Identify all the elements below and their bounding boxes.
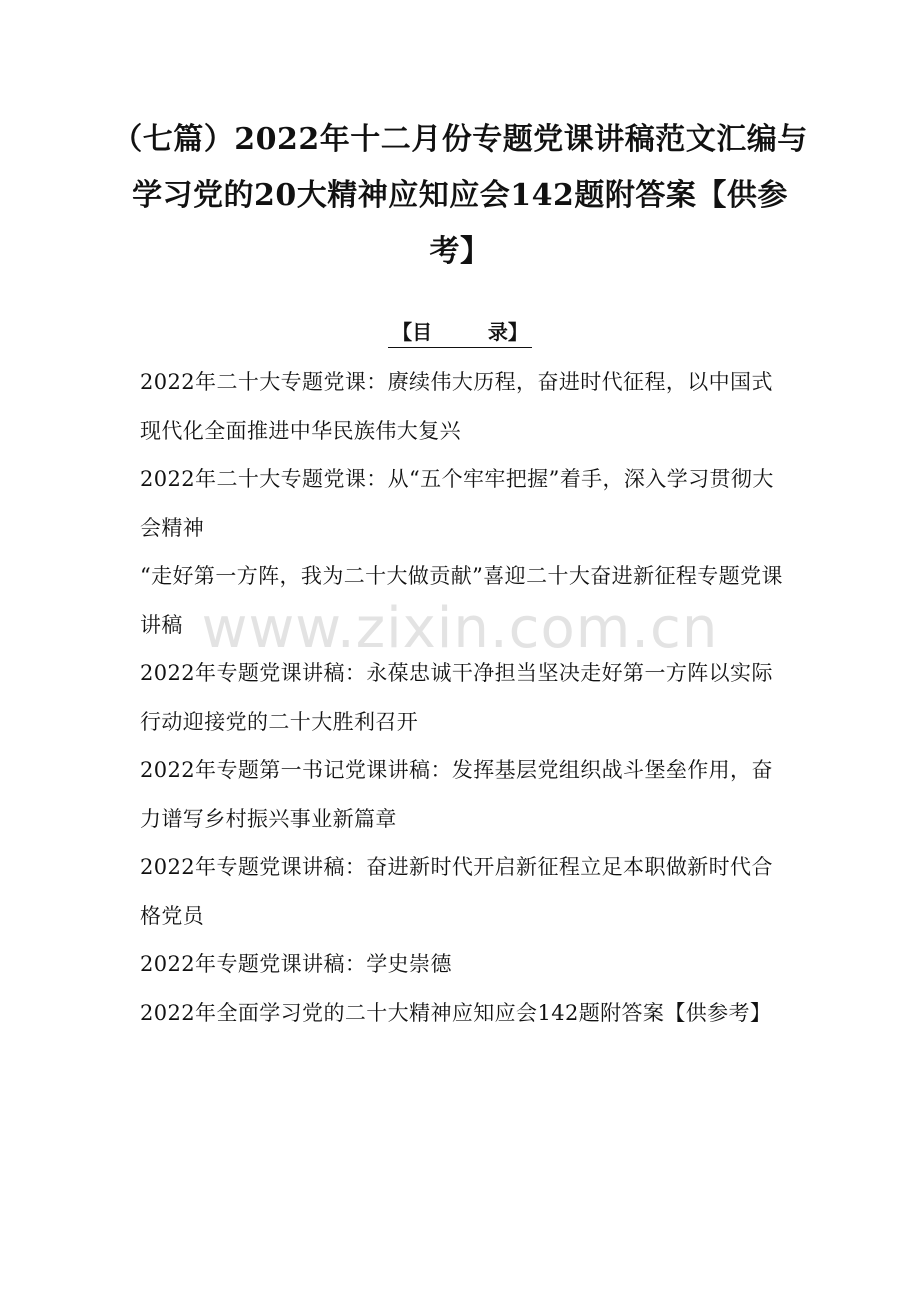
toc-item-7[interactable]: 2022年专题党课讲稿：学史崇德 bbox=[140, 952, 452, 976]
toc-item-8[interactable]: 2022年全面学习党的二十大精神应知应会142题附答案【供参考】 bbox=[140, 1000, 772, 1025]
document-title: （七篇）2022年十二月份专题党课讲稿范文汇编与学习党的20大精神应知应会142题附答案【供参考】 bbox=[112, 122, 808, 269]
toc-item-5[interactable]: 2022年专题第一书记党课讲稿：发挥基层党组织战斗堡垒作用，奋力谱写乡村振兴事业新篇章 bbox=[140, 758, 773, 831]
toc-item-6[interactable]: 2022年专题党课讲稿：奋进新时代开启新征程立足本职做新时代合格党员 bbox=[140, 855, 773, 928]
watermark: www.zixin.com.cn bbox=[201, 596, 719, 661]
toc-heading bbox=[0, 316, 920, 348]
toc-item-3[interactable]: “走好第一方阵，我为二十大做贡献”喜迎二十大奋进新征程专题党课讲稿 bbox=[140, 564, 783, 637]
toc-item-1[interactable]: 2022年二十大专题党课：赓续伟大历程，奋进时代征程，以中国式现代化全面推进中华民族伟大复兴 bbox=[140, 370, 773, 443]
toc-heading-label: 【目 录】 bbox=[388, 316, 532, 348]
toc-item-2[interactable]: 2022年二十大专题党课：从“五个牢牢把握”着手，深入学习贯彻大会精神 bbox=[140, 467, 774, 540]
toc-item-4[interactable]: 2022年专题党课讲稿：永葆忠诚干净担当坚决走好第一方阵以实际行动迎接党的二十大胜利召开 bbox=[140, 661, 773, 734]
table-of-contents bbox=[140, 358, 790, 1037]
